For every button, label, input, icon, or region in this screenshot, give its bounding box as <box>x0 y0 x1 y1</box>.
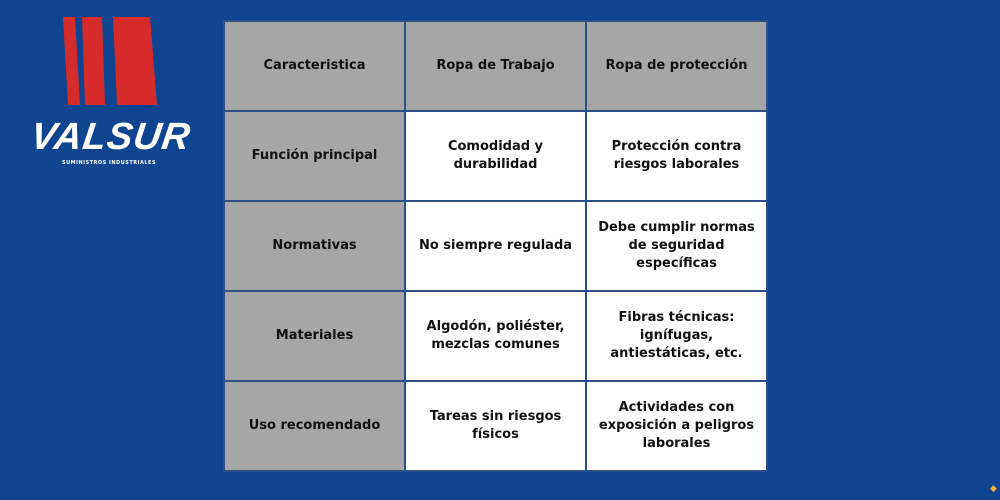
row-label: Función principal <box>224 111 405 201</box>
table-cell: Tareas sin riesgos físicos <box>405 381 586 471</box>
row-label: Uso recomendado <box>224 381 405 471</box>
header-cell: Caracteristica <box>224 21 405 111</box>
header-cell: Ropa de protección <box>586 21 767 111</box>
table-cell: No siempre regulada <box>405 201 586 291</box>
comparison-table <box>223 20 768 472</box>
table-cell: Debe cumplir normas de seguridad específicas <box>586 201 767 291</box>
row-label: Materiales <box>224 291 405 381</box>
table-header-row <box>224 21 767 111</box>
corner-mark-icon: ◆ <box>990 484 997 494</box>
table-cell: Comodidad y durabilidad <box>405 111 586 201</box>
table-row <box>224 111 767 201</box>
header-cell: Ropa de Trabajo <box>405 21 586 111</box>
brand-name: VALSUR <box>28 116 194 158</box>
table-cell: Algodón, poliéster, mezclas comunes <box>405 291 586 381</box>
table-row <box>224 381 767 471</box>
table-cell: Fibras técnicas: ignífugas, antiestáticas, etc. <box>586 291 767 381</box>
table-row <box>224 291 767 381</box>
row-label: Normativas <box>224 201 405 291</box>
table-cell: Actividades con exposición a peligros laborales <box>586 381 767 471</box>
table-row <box>224 201 767 291</box>
brand-tagline: SUMINISTROS INDUSTRIALES <box>62 160 157 166</box>
table-cell: Protección contra riesgos laborales <box>586 111 767 201</box>
